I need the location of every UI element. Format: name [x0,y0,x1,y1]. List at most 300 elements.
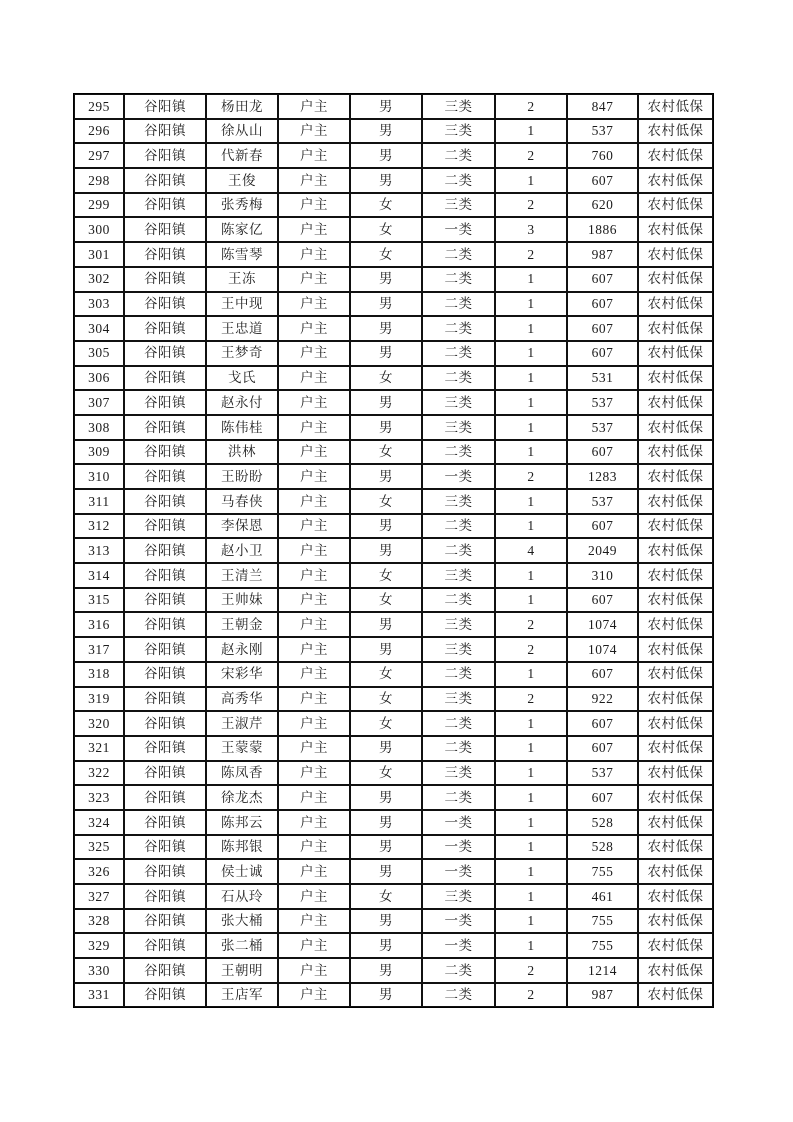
cell-gender: 男 [350,390,422,415]
cell-town: 谷阳镇 [124,662,206,687]
table-row [74,884,713,909]
cell-relation-to-head: 户主 [278,612,350,637]
cell-category: 二类 [422,785,495,810]
cell-category: 二类 [422,366,495,391]
cell-person-count: 1 [495,563,567,588]
cell-assistance-type: 农村低保 [638,637,713,662]
cell-relation-to-head: 户主 [278,390,350,415]
cell-serial-number: 322 [74,761,124,786]
cell-gender: 男 [350,119,422,144]
cell-amount: 607 [567,316,638,341]
cell-town: 谷阳镇 [124,464,206,489]
cell-gender: 男 [350,267,422,292]
cell-gender: 男 [350,612,422,637]
cell-category: 二类 [422,662,495,687]
cell-person-count: 1 [495,341,567,366]
cell-assistance-type: 农村低保 [638,983,713,1008]
cell-serial-number: 307 [74,390,124,415]
cell-gender: 女 [350,242,422,267]
cell-relation-to-head: 户主 [278,366,350,391]
table-row [74,514,713,539]
cell-assistance-type: 农村低保 [638,538,713,563]
cell-serial-number: 306 [74,366,124,391]
cell-category: 一类 [422,217,495,242]
cell-town: 谷阳镇 [124,217,206,242]
cell-serial-number: 305 [74,341,124,366]
cell-amount: 1283 [567,464,638,489]
cell-person-count: 1 [495,316,567,341]
cell-name: 王盼盼 [206,464,278,489]
cell-person-count: 1 [495,415,567,440]
cell-assistance-type: 农村低保 [638,440,713,465]
cell-category: 三类 [422,687,495,712]
cell-serial-number: 299 [74,193,124,218]
cell-relation-to-head: 户主 [278,292,350,317]
cell-town: 谷阳镇 [124,983,206,1008]
cell-person-count: 4 [495,538,567,563]
cell-town: 谷阳镇 [124,440,206,465]
cell-relation-to-head: 户主 [278,415,350,440]
cell-assistance-type: 农村低保 [638,514,713,539]
cell-assistance-type: 农村低保 [638,612,713,637]
table-row [74,538,713,563]
cell-relation-to-head: 户主 [278,193,350,218]
cell-person-count: 2 [495,464,567,489]
cell-assistance-type: 农村低保 [638,859,713,884]
cell-amount: 607 [567,341,638,366]
cell-name: 赵永刚 [206,637,278,662]
cell-person-count: 1 [495,366,567,391]
cell-name: 张二桶 [206,933,278,958]
cell-town: 谷阳镇 [124,292,206,317]
cell-town: 谷阳镇 [124,637,206,662]
cell-name: 张大桶 [206,909,278,934]
cell-gender: 女 [350,711,422,736]
cell-amount: 537 [567,761,638,786]
table-row [74,983,713,1008]
cell-amount: 755 [567,909,638,934]
cell-serial-number: 329 [74,933,124,958]
cell-gender: 女 [350,588,422,613]
cell-serial-number: 317 [74,637,124,662]
table-row [74,563,713,588]
table-row [74,341,713,366]
cell-category: 三类 [422,637,495,662]
cell-town: 谷阳镇 [124,193,206,218]
welfare-roster-table [73,93,714,1008]
cell-relation-to-head: 户主 [278,835,350,860]
cell-gender: 男 [350,933,422,958]
cell-category: 一类 [422,909,495,934]
cell-amount: 755 [567,933,638,958]
cell-amount: 537 [567,489,638,514]
cell-category: 二类 [422,736,495,761]
cell-person-count: 1 [495,909,567,934]
cell-gender: 女 [350,440,422,465]
cell-category: 一类 [422,859,495,884]
cell-relation-to-head: 户主 [278,909,350,934]
cell-category: 二类 [422,267,495,292]
cell-person-count: 1 [495,119,567,144]
cell-town: 谷阳镇 [124,810,206,835]
cell-relation-to-head: 户主 [278,217,350,242]
cell-name: 宋彩华 [206,662,278,687]
cell-relation-to-head: 户主 [278,316,350,341]
cell-name: 代新春 [206,143,278,168]
cell-person-count: 1 [495,810,567,835]
table-row [74,217,713,242]
cell-amount: 310 [567,563,638,588]
cell-amount: 1214 [567,958,638,983]
cell-amount: 528 [567,835,638,860]
cell-gender: 男 [350,316,422,341]
cell-gender: 男 [350,341,422,366]
cell-relation-to-head: 户主 [278,94,350,119]
cell-town: 谷阳镇 [124,267,206,292]
cell-name: 赵小卫 [206,538,278,563]
cell-name: 王朝金 [206,612,278,637]
cell-name: 陈伟桂 [206,415,278,440]
cell-assistance-type: 农村低保 [638,94,713,119]
cell-category: 二类 [422,316,495,341]
cell-relation-to-head: 户主 [278,884,350,909]
cell-amount: 987 [567,242,638,267]
cell-name: 王俊 [206,168,278,193]
cell-person-count: 1 [495,736,567,761]
cell-town: 谷阳镇 [124,687,206,712]
cell-gender: 男 [350,983,422,1008]
table-row [74,588,713,613]
cell-category: 二类 [422,341,495,366]
cell-town: 谷阳镇 [124,958,206,983]
cell-name: 陈邦银 [206,835,278,860]
cell-assistance-type: 农村低保 [638,736,713,761]
cell-serial-number: 303 [74,292,124,317]
cell-relation-to-head: 户主 [278,785,350,810]
cell-serial-number: 296 [74,119,124,144]
cell-town: 谷阳镇 [124,390,206,415]
cell-gender: 男 [350,736,422,761]
cell-person-count: 1 [495,761,567,786]
cell-assistance-type: 农村低保 [638,884,713,909]
cell-serial-number: 324 [74,810,124,835]
cell-relation-to-head: 户主 [278,489,350,514]
table-row [74,168,713,193]
cell-person-count: 1 [495,933,567,958]
cell-amount: 760 [567,143,638,168]
cell-town: 谷阳镇 [124,242,206,267]
cell-category: 三类 [422,884,495,909]
cell-serial-number: 325 [74,835,124,860]
cell-amount: 620 [567,193,638,218]
cell-amount: 922 [567,687,638,712]
cell-town: 谷阳镇 [124,341,206,366]
cell-person-count: 1 [495,662,567,687]
cell-relation-to-head: 户主 [278,341,350,366]
cell-assistance-type: 农村低保 [638,341,713,366]
table-row [74,489,713,514]
cell-category: 一类 [422,464,495,489]
cell-name: 王朝明 [206,958,278,983]
cell-category: 二类 [422,514,495,539]
cell-gender: 男 [350,168,422,193]
cell-gender: 男 [350,909,422,934]
cell-assistance-type: 农村低保 [638,316,713,341]
cell-person-count: 2 [495,612,567,637]
cell-relation-to-head: 户主 [278,242,350,267]
cell-assistance-type: 农村低保 [638,464,713,489]
cell-category: 三类 [422,193,495,218]
table-row [74,94,713,119]
cell-amount: 537 [567,415,638,440]
cell-gender: 女 [350,217,422,242]
cell-gender: 男 [350,958,422,983]
cell-category: 三类 [422,415,495,440]
cell-name: 陈邦云 [206,810,278,835]
cell-name: 洪林 [206,440,278,465]
cell-assistance-type: 农村低保 [638,687,713,712]
table-row [74,119,713,144]
cell-town: 谷阳镇 [124,711,206,736]
cell-name: 王梦奇 [206,341,278,366]
cell-relation-to-head: 户主 [278,983,350,1008]
cell-amount: 607 [567,785,638,810]
table-row [74,711,713,736]
cell-serial-number: 311 [74,489,124,514]
cell-relation-to-head: 户主 [278,761,350,786]
cell-category: 三类 [422,390,495,415]
cell-person-count: 1 [495,588,567,613]
cell-town: 谷阳镇 [124,143,206,168]
cell-town: 谷阳镇 [124,489,206,514]
cell-person-count: 2 [495,143,567,168]
cell-amount: 607 [567,711,638,736]
cell-gender: 女 [350,563,422,588]
cell-category: 二类 [422,538,495,563]
cell-amount: 461 [567,884,638,909]
cell-person-count: 2 [495,637,567,662]
table-row [74,687,713,712]
cell-name: 王冻 [206,267,278,292]
cell-serial-number: 300 [74,217,124,242]
cell-serial-number: 331 [74,983,124,1008]
cell-serial-number: 323 [74,785,124,810]
cell-amount: 987 [567,983,638,1008]
cell-assistance-type: 农村低保 [638,242,713,267]
cell-serial-number: 327 [74,884,124,909]
cell-assistance-type: 农村低保 [638,563,713,588]
cell-gender: 女 [350,662,422,687]
cell-town: 谷阳镇 [124,736,206,761]
cell-relation-to-head: 户主 [278,168,350,193]
cell-category: 二类 [422,958,495,983]
table-row [74,612,713,637]
cell-amount: 755 [567,859,638,884]
cell-assistance-type: 农村低保 [638,119,713,144]
cell-town: 谷阳镇 [124,316,206,341]
cell-assistance-type: 农村低保 [638,366,713,391]
cell-category: 二类 [422,168,495,193]
table-row [74,390,713,415]
cell-serial-number: 295 [74,94,124,119]
cell-town: 谷阳镇 [124,514,206,539]
cell-assistance-type: 农村低保 [638,193,713,218]
table-row [74,859,713,884]
cell-relation-to-head: 户主 [278,933,350,958]
cell-category: 二类 [422,143,495,168]
cell-town: 谷阳镇 [124,761,206,786]
cell-relation-to-head: 户主 [278,687,350,712]
cell-relation-to-head: 户主 [278,859,350,884]
cell-assistance-type: 农村低保 [638,958,713,983]
cell-town: 谷阳镇 [124,785,206,810]
cell-serial-number: 319 [74,687,124,712]
cell-serial-number: 314 [74,563,124,588]
cell-gender: 男 [350,859,422,884]
cell-amount: 528 [567,810,638,835]
cell-amount: 1074 [567,637,638,662]
cell-relation-to-head: 户主 [278,514,350,539]
cell-category: 三类 [422,489,495,514]
cell-name: 张秀梅 [206,193,278,218]
table-row [74,143,713,168]
table-row [74,909,713,934]
cell-person-count: 1 [495,267,567,292]
cell-gender: 男 [350,514,422,539]
cell-name: 王清兰 [206,563,278,588]
roster-table-body [74,94,713,1007]
cell-assistance-type: 农村低保 [638,267,713,292]
cell-relation-to-head: 户主 [278,440,350,465]
cell-relation-to-head: 户主 [278,143,350,168]
table-row [74,761,713,786]
cell-category: 三类 [422,563,495,588]
cell-serial-number: 298 [74,168,124,193]
table-row [74,193,713,218]
cell-person-count: 1 [495,884,567,909]
cell-relation-to-head: 户主 [278,662,350,687]
table-row [74,933,713,958]
cell-serial-number: 302 [74,267,124,292]
cell-serial-number: 297 [74,143,124,168]
cell-name: 徐龙杰 [206,785,278,810]
cell-town: 谷阳镇 [124,538,206,563]
cell-person-count: 1 [495,514,567,539]
table-row [74,292,713,317]
cell-assistance-type: 农村低保 [638,588,713,613]
table-row [74,662,713,687]
cell-assistance-type: 农村低保 [638,711,713,736]
cell-assistance-type: 农村低保 [638,662,713,687]
cell-person-count: 3 [495,217,567,242]
cell-serial-number: 304 [74,316,124,341]
cell-name: 戈氏 [206,366,278,391]
cell-assistance-type: 农村低保 [638,415,713,440]
cell-person-count: 1 [495,785,567,810]
cell-assistance-type: 农村低保 [638,292,713,317]
cell-name: 杨田龙 [206,94,278,119]
cell-amount: 607 [567,736,638,761]
table-row [74,366,713,391]
cell-gender: 男 [350,94,422,119]
cell-relation-to-head: 户主 [278,810,350,835]
cell-town: 谷阳镇 [124,859,206,884]
cell-serial-number: 315 [74,588,124,613]
table-row [74,835,713,860]
cell-serial-number: 309 [74,440,124,465]
cell-category: 二类 [422,588,495,613]
cell-assistance-type: 农村低保 [638,390,713,415]
cell-serial-number: 301 [74,242,124,267]
cell-name: 陈家亿 [206,217,278,242]
cell-category: 一类 [422,810,495,835]
cell-person-count: 1 [495,440,567,465]
cell-relation-to-head: 户主 [278,563,350,588]
cell-amount: 607 [567,168,638,193]
cell-amount: 1886 [567,217,638,242]
cell-gender: 男 [350,464,422,489]
cell-name: 徐从山 [206,119,278,144]
cell-serial-number: 308 [74,415,124,440]
cell-gender: 男 [350,538,422,563]
cell-category: 三类 [422,612,495,637]
cell-serial-number: 310 [74,464,124,489]
cell-person-count: 1 [495,292,567,317]
table-row [74,415,713,440]
cell-category: 二类 [422,292,495,317]
table-row [74,316,713,341]
cell-category: 一类 [422,933,495,958]
cell-gender: 男 [350,637,422,662]
cell-amount: 531 [567,366,638,391]
cell-town: 谷阳镇 [124,909,206,934]
cell-person-count: 2 [495,983,567,1008]
cell-person-count: 2 [495,193,567,218]
cell-gender: 男 [350,810,422,835]
table-row [74,785,713,810]
cell-serial-number: 318 [74,662,124,687]
table-row [74,440,713,465]
cell-category: 三类 [422,94,495,119]
cell-gender: 女 [350,489,422,514]
cell-gender: 女 [350,884,422,909]
cell-town: 谷阳镇 [124,366,206,391]
table-row [74,242,713,267]
cell-assistance-type: 农村低保 [638,143,713,168]
cell-amount: 2049 [567,538,638,563]
cell-name: 赵永付 [206,390,278,415]
cell-town: 谷阳镇 [124,588,206,613]
cell-name: 陈凤香 [206,761,278,786]
cell-amount: 537 [567,390,638,415]
cell-amount: 847 [567,94,638,119]
cell-serial-number: 326 [74,859,124,884]
cell-town: 谷阳镇 [124,835,206,860]
cell-amount: 607 [567,514,638,539]
cell-assistance-type: 农村低保 [638,217,713,242]
table-row [74,464,713,489]
cell-name: 王中现 [206,292,278,317]
cell-amount: 607 [567,267,638,292]
cell-category: 二类 [422,983,495,1008]
cell-gender: 男 [350,415,422,440]
cell-gender: 女 [350,193,422,218]
cell-assistance-type: 农村低保 [638,489,713,514]
cell-gender: 男 [350,292,422,317]
cell-gender: 男 [350,143,422,168]
cell-person-count: 2 [495,958,567,983]
cell-relation-to-head: 户主 [278,711,350,736]
